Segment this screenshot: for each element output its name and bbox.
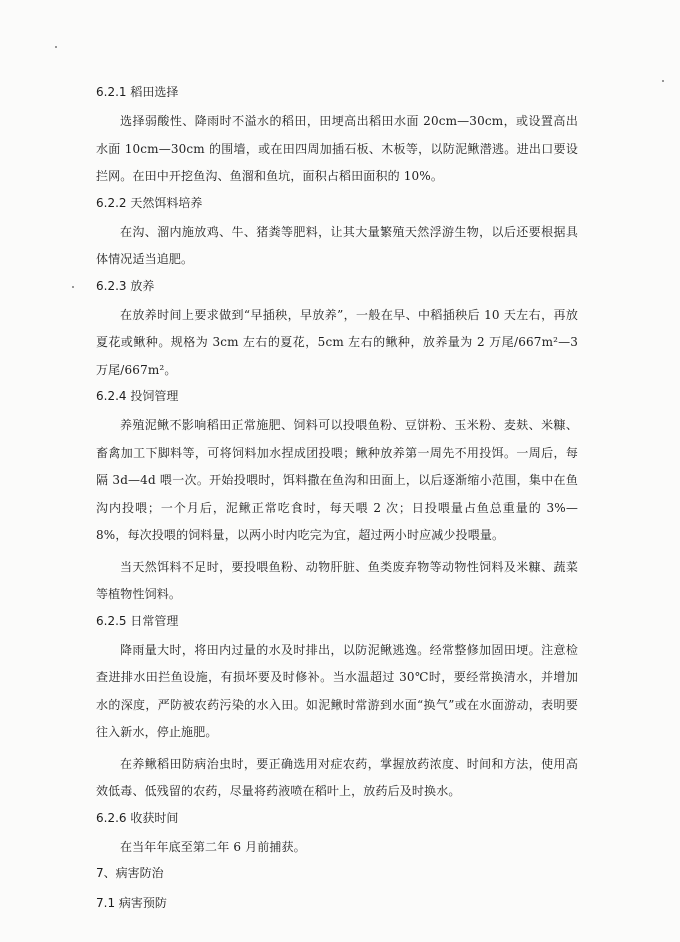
- section-6-2-3: [96, 278, 578, 385]
- paragraph: 在沟、溜内施放鸡、牛、猪粪等肥料，让其大量繁殖天然浮游生物，以后还要根据具体情况适当追肥。: [96, 224, 578, 266]
- section-heading: 6.2.1 稻田选择: [96, 85, 179, 99]
- section-heading: 6.2.5 日常管理: [96, 613, 179, 628]
- paragraph: 降雨量大时，将田内过量的水及时排出，以防泥鳅逃逸。经常整修加固田埂。注意检查进排水田拦鱼设施，有损坏要及时修补。当水温超过 30℃时，要经常换清水，并增加水的深度，严防被农药污染的水入田。如泥鳅时常游到水面“换气”或在水面游动，表明要往入新水，停止施肥。: [96, 642, 578, 739]
- paragraph: 在当年年底至第二年 6 月前捕获。: [120, 839, 306, 854]
- section-heading: 6.2.4 投饲管理: [96, 389, 179, 403]
- document-body: [96, 84, 578, 919]
- section-heading: 6.2.3 放养: [96, 278, 155, 293]
- section-6-2-2: [96, 195, 578, 274]
- section-6-2-1: [96, 84, 578, 191]
- section-heading: 6.2.6 收获时间: [96, 810, 179, 825]
- section-6-2-6: [96, 810, 578, 862]
- paragraph: 在放养时间上要求做到“早插秧，早放养”，一般在早、中稻插秧后 10 天左右，再放夏花或鳅种。规格为 3cm 左右的夏花，5cm 左右的鳅种，放养量为 2 万尾/667m²—3 万尾/667m²。: [96, 307, 578, 377]
- section-heading: 7、病害防治: [96, 866, 164, 880]
- section-heading: 6.2.2 天然饵料培养: [96, 195, 203, 210]
- scan-speck: [55, 46, 57, 48]
- section-6-2-4: [96, 388, 578, 609]
- section-7-1: [96, 895, 578, 911]
- paragraph: 选择弱酸性、降雨时不溢水的稻田，田埂高出稻田水面 20cm—30cm，或设置高出水面 10cm—30cm 的围墙，或在田四周加插石板、木板等，以防泥鳅潜逃。进出口要设拦网。在田中开挖鱼沟、鱼溜和鱼坑，面积占稻田面积的 10%。: [96, 114, 578, 183]
- paragraph: 当天然饵料不足时，要投喂鱼粉、动物肝脏、鱼类废弃物等动物性饲料及米糠、蔬菜等植物性饲料。: [96, 559, 578, 601]
- scan-speck: [662, 80, 664, 82]
- section-heading: 7.1 病害预防: [96, 896, 167, 910]
- scan-speck: [72, 286, 74, 288]
- paragraph: 养殖泥鳅不影响稻田正常施肥、饲料可以投喂鱼粉、豆饼粉、玉米粉、麦麸、米糠、畜禽加工下脚料等，可将饲料加水捏成团投喂；鳅种放养第一周先不用投饵。一周后，每隔 3d—4d 喂一次。开始投喂时，饵料撒在鱼沟和田面上，以后逐渐缩小范围，集中在鱼沟内投喂；一个月后，泥鳅正常吃食时，每天喂 2 次；日投喂量占鱼总重量的 3%—8%，每次投喂的饲料量，以两小时内吃完为宜，超过两小时应减少投喂量。: [96, 418, 578, 542]
- paragraph: 在养鳅稻田防病治虫时，要正确选用对症农药，掌握放药浓度、时间和方法，使用高效低毒、低残留的农药，尽量将药液喷在稻叶上，放药后及时换水。: [96, 756, 578, 798]
- section-6-2-5: [96, 613, 578, 806]
- section-7: [96, 865, 578, 881]
